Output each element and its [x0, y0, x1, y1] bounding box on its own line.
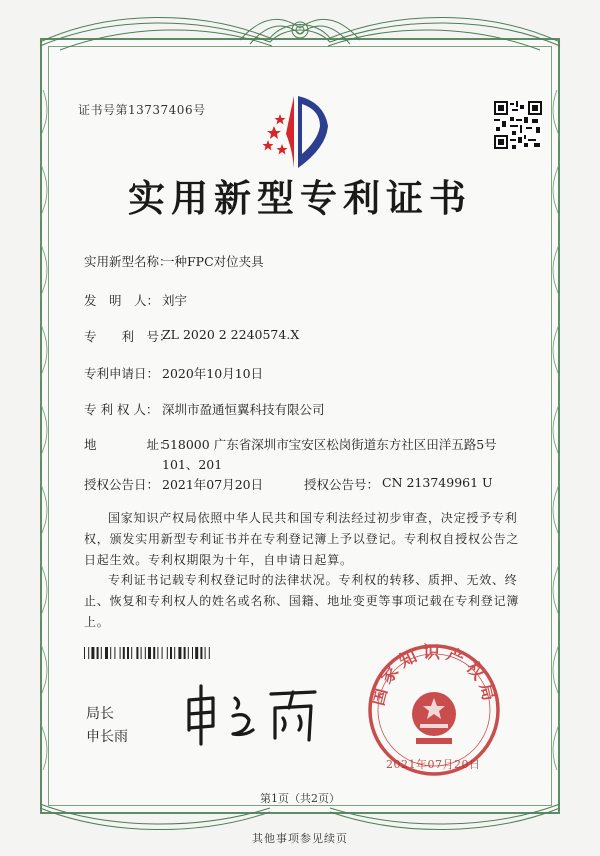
utility-model-name-label: 实用新型名称： — [84, 254, 172, 269]
barcode-bar — [148, 647, 151, 659]
barcode-bar — [200, 647, 202, 659]
barcode-bar — [195, 647, 198, 659]
barcode-bar — [123, 647, 125, 659]
barcode-bar — [174, 647, 175, 659]
barcode-bar — [145, 647, 146, 659]
barcode-bar — [88, 647, 89, 659]
address-value: 518000 广东省深圳市宝安区松岗街道东方社区田洋五路5号101、201 — [162, 437, 497, 472]
barcode-bar — [209, 647, 210, 659]
announcement-number-label: 授权公告号： — [304, 477, 380, 492]
barcode-bar — [136, 647, 138, 659]
barcode-bar — [91, 647, 94, 659]
barcode-bar — [131, 647, 132, 659]
director-signature — [175, 678, 325, 748]
barcode-bar — [97, 647, 99, 659]
barcode-bar — [110, 647, 111, 659]
application-date-label: 专利申请日： — [84, 366, 160, 381]
inventor-value: 刘宇 — [162, 293, 188, 308]
barcode-bar — [205, 647, 206, 659]
announcement-date-label: 授权公告日： — [84, 477, 160, 492]
barcode-bar — [153, 647, 155, 659]
application-date-value: 2020年10月10日 — [162, 366, 264, 381]
field-patentee — [84, 400, 325, 418]
inventor-label: 发 明 人： — [84, 293, 160, 308]
director-title: 局长 — [86, 706, 114, 722]
barcode-bar — [157, 647, 158, 659]
grant-statement: 国家知识产权局依照中华人民共和国专利法经过初步审查，决定授予专利权，颁发实用新型专利证书并在专利登记簿上予以登记。专利权自授权公告之日起生效。专利权期限为十年，自申请日起算。 — [84, 511, 520, 567]
barcode-bar — [101, 647, 102, 659]
seal-date: 2021年07月20日 — [386, 758, 481, 771]
barcode-bar — [188, 647, 189, 659]
field-utility-model-name — [84, 252, 264, 270]
seal-text: 国家知识产权局 — [368, 643, 500, 708]
barcode-bar — [84, 647, 85, 659]
barcode-bar — [178, 647, 181, 659]
patentee-value: 深圳市盈通恒翼科技有限公司 — [162, 402, 325, 417]
announcement-number-value: CN 213749961 U — [382, 475, 493, 490]
qr-code[interactable] — [494, 101, 542, 149]
patent-number-value: ZL 2020 2 2240574.X — [162, 327, 300, 342]
field-patent-number — [84, 327, 300, 345]
barcode-bar — [120, 647, 121, 659]
announcement-date-value: 2021年07月20日 — [162, 477, 264, 492]
field-application-date — [84, 364, 264, 382]
continuation-note: 其他事项参见续页 — [252, 832, 348, 845]
field-address — [84, 435, 497, 472]
page-number: 第1页（共2页） — [260, 792, 340, 805]
certificate-title: 实用新型专利证书 — [128, 176, 472, 220]
barcode-bar — [141, 647, 142, 659]
top-ornament — [0, 0, 600, 70]
field-announcement — [84, 475, 493, 493]
certificate-number: 证书号第13737406号 — [78, 103, 206, 117]
address-label: 地 址： — [84, 437, 172, 452]
barcode-bar — [184, 647, 186, 659]
utility-model-name-value: 一种FPC对位夹具 — [162, 254, 264, 269]
patent-office-emblem — [258, 88, 338, 172]
patentee-label: 专 利 权 人： — [84, 402, 159, 417]
barcode — [84, 647, 284, 659]
barcode-bar — [167, 647, 168, 659]
patent-number-label: 专 利 号： — [84, 329, 172, 344]
barcode-bar — [192, 647, 193, 659]
barcode-bar — [127, 647, 129, 659]
field-inventor — [84, 291, 188, 309]
director-name: 申长雨 — [86, 729, 128, 745]
barcode-bar — [114, 647, 115, 659]
barcode-bar — [170, 647, 172, 659]
barcode-bar — [105, 647, 108, 659]
barcode-bar — [162, 647, 163, 659]
legal-status-statement: 专利证书记载专利权登记时的法律状况。专利权的转移、质押、无效、终止、恢复和专利权人的姓名或名称、国籍、地址变更等事项记载在专利登记簿上。 — [84, 573, 520, 629]
